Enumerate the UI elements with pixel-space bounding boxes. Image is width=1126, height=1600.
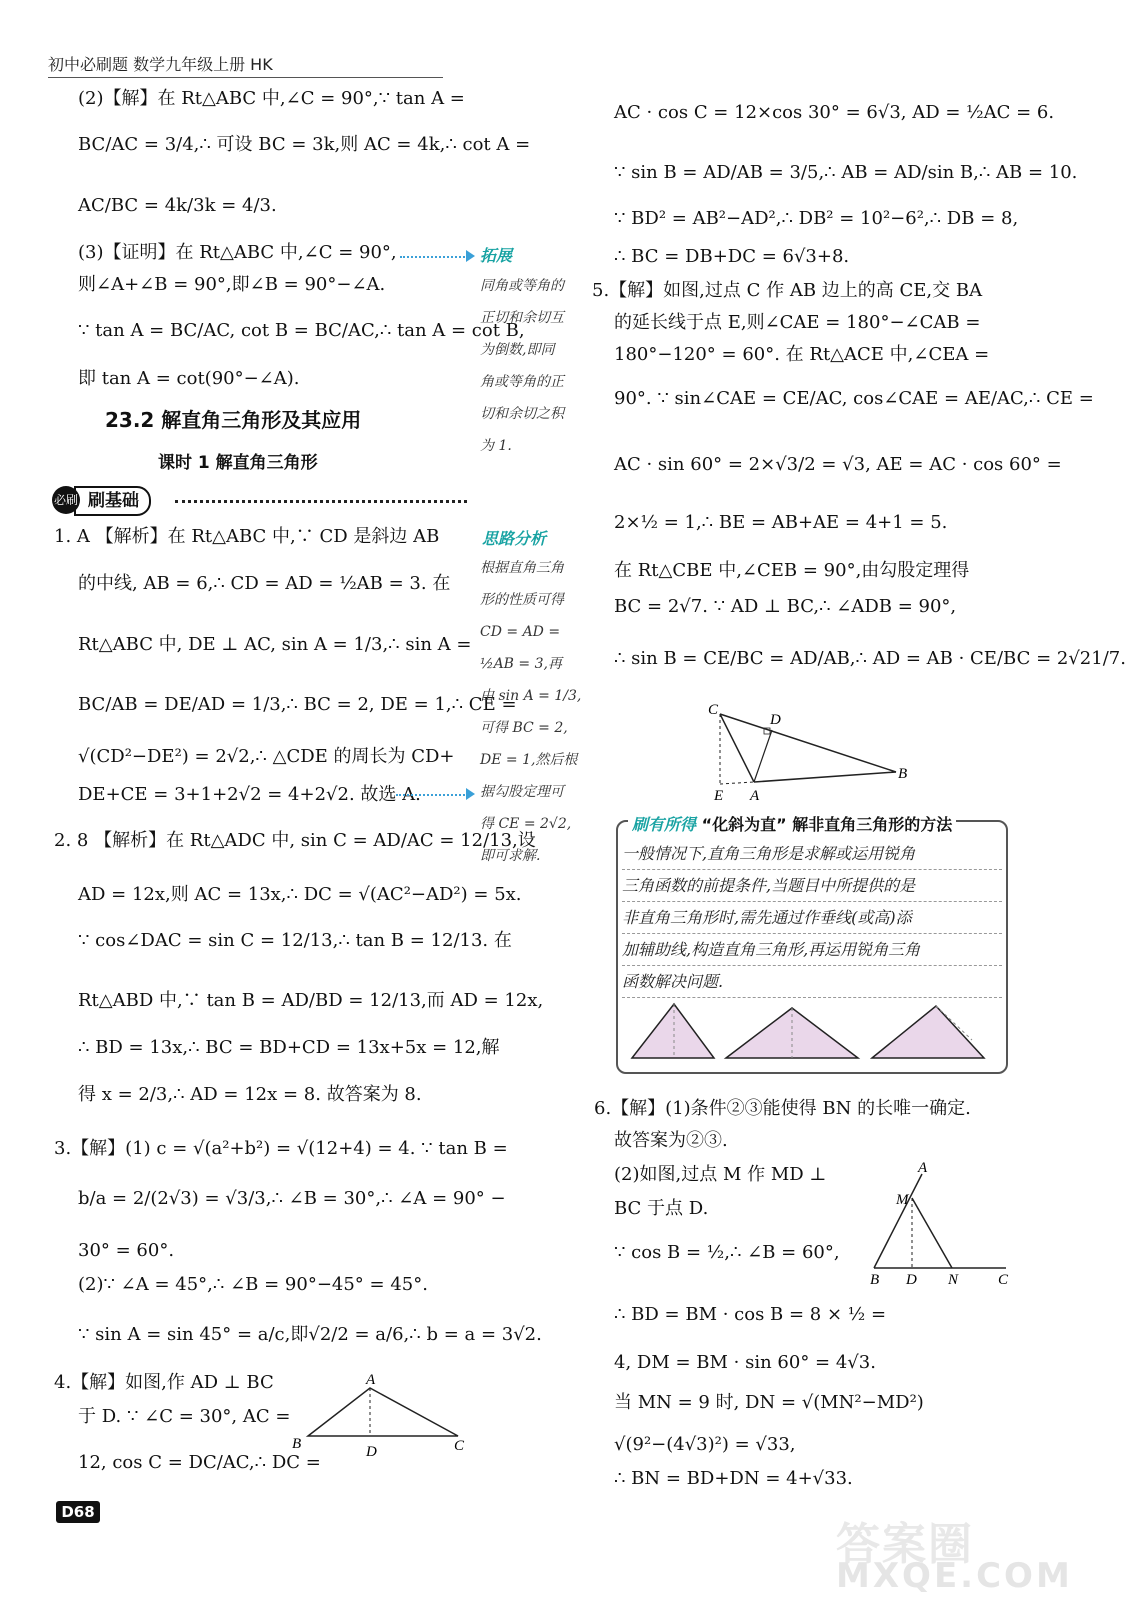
q6-line9: √(9²−(4√3)²) = √33, bbox=[614, 1434, 796, 1455]
q5-line9: ∴ sin B = CE/BC = AD/AB,∴ AD = AB · CE/BC = 2√21/7. bbox=[614, 648, 1126, 669]
q5-line3: 180°−120° = 60°. 在 Rt△ACE 中,∠CEA = bbox=[614, 344, 990, 365]
q4-cont-line2: ∵ sin B = AD/AB = 3/5,∴ AB = AD/sin B,∴ AB = 10. bbox=[614, 162, 1078, 183]
q6-line6: ∴ BD = BM · cos B = 8 × ½ = bbox=[614, 1304, 887, 1325]
q5-line5: AC · sin 60° = 2×√3/2 = √3, AE = AC · cos 60° = bbox=[614, 454, 1062, 475]
q-prev-part2-line2: BC/AC = 3/4,∴ 可设 BC = 3k,则 AC = 4k,∴ cot A = bbox=[78, 134, 531, 155]
q6-label-D: D bbox=[906, 1272, 917, 1288]
q5-extension-EA bbox=[720, 782, 754, 784]
q5-altitude-AD bbox=[754, 730, 772, 782]
q3-line5: ∵ sin A = sin 45° = a/c,即√2/2 = a/6,∴ b = a = 3√2. bbox=[78, 1324, 542, 1345]
method-summary-triangles bbox=[626, 1000, 996, 1064]
method-summary-line: 函数解决问题. bbox=[622, 966, 1002, 998]
q4-line3: 12, cos C = DC/AC,∴ DC = bbox=[78, 1452, 321, 1473]
side1-line: 为倒数,即同 bbox=[480, 342, 555, 358]
q3-line3: 30° = 60°. bbox=[78, 1240, 175, 1261]
side2-title: 思路分析 bbox=[482, 529, 547, 548]
summary-triangle-3 bbox=[872, 1006, 984, 1058]
q-prev-part3-line1: (3)【证明】在 Rt△ABC 中,∠C = 90°, bbox=[78, 242, 397, 263]
q2-line4: Rt△ABD 中,∵ tan B = AD/BD = 12/13,而 AD = 12x, bbox=[78, 990, 544, 1011]
q2-line3: ∵ cos∠DAC = sin C = 12/13,∴ tan B = 12/13. 在 bbox=[78, 930, 512, 951]
q4-triangle bbox=[308, 1388, 458, 1436]
q6-label-A: A bbox=[918, 1160, 928, 1176]
running-header: 初中必刷题 数学九年级上册 HK bbox=[48, 55, 273, 74]
q5-line1: 5.【解】如图,过点 C 作 AB 边上的高 CE,交 BA bbox=[592, 280, 983, 301]
q6-line7: 4, DM = BM · sin 60° = 4√3. bbox=[614, 1352, 876, 1373]
method-summary-line: 加辅助线,构造直角三角形,再运用锐角三角 bbox=[622, 934, 1002, 966]
q5-line2: 的延长线于点 E,则∠CAE = 180°−∠CAB = bbox=[614, 312, 981, 333]
q1-line5: √(CD²−DE²) = 2√2,∴ △CDE 的周长为 CD+ bbox=[78, 746, 455, 767]
q1-line1: 1. A 【解析】在 Rt△ABC 中,∵ CD 是斜边 AB bbox=[54, 526, 440, 547]
q4-cont-line3: ∵ BD² = AB²−AD²,∴ DB² = 10²−6²,∴ DB = 8, bbox=[614, 208, 1019, 229]
q4-label-C: C bbox=[454, 1438, 465, 1454]
q5-side-AB bbox=[754, 772, 896, 782]
q6-label-B: B bbox=[870, 1272, 880, 1288]
q3-line4: (2)∵ ∠A = 45°,∴ ∠B = 90°−45° = 45°. bbox=[78, 1274, 428, 1295]
q4-cont-line1: AC · cos C = 12×cos 30° = 6√3, AD = ½AC = 6. bbox=[614, 102, 1055, 123]
method-summary-heading bbox=[628, 812, 956, 835]
q5-triangle-figure bbox=[700, 700, 920, 810]
q6-line4: BC 于点 D. bbox=[614, 1198, 709, 1219]
q5-side-CB bbox=[720, 714, 896, 772]
lesson-title: 课时 1 解直角三角形 bbox=[158, 453, 318, 473]
side2-arrow-head bbox=[466, 788, 475, 800]
side2-line: ½AB = 3,再 bbox=[480, 656, 562, 672]
q4-label-A: A bbox=[366, 1372, 376, 1388]
side1-line: 正切和余切互 bbox=[480, 310, 564, 326]
q6-ray-BA bbox=[874, 1174, 922, 1268]
q5-label-C: C bbox=[708, 702, 719, 718]
section-title: 23.2 解直角三角形及其应用 bbox=[105, 408, 362, 432]
side2-note bbox=[480, 552, 581, 872]
q2-line1: 2. 8 【解析】在 Rt△ADC 中, sin C = AD/AC = 12/13,设 bbox=[54, 830, 536, 851]
watermark-logo: 答案圈 bbox=[836, 1519, 974, 1570]
q4-label-B: B bbox=[292, 1436, 302, 1452]
q6-line5: ∵ cos B = ½,∴ ∠B = 60°, bbox=[614, 1242, 840, 1263]
side2-line: DE = 1,然后根 bbox=[480, 752, 578, 768]
q-prev-part3-line4: 即 tan A = cot(90°−∠A). bbox=[78, 368, 300, 389]
q6-line3: (2)如图,过点 M 作 MD ⊥ bbox=[614, 1164, 827, 1185]
q6-label-C: C bbox=[998, 1272, 1009, 1288]
q-prev-part2-line3: AC/BC = 4k/3k = 4/3. bbox=[78, 195, 277, 216]
q4-label-D: D bbox=[366, 1444, 377, 1460]
q5-line8: BC = 2√7. ∵ AD ⊥ BC,∴ ∠ADB = 90°, bbox=[614, 596, 957, 617]
q2-line2: AD = 12x,则 AC = 13x,∴ DC = √(AC²−AD²) = 5x. bbox=[78, 884, 522, 905]
side1-line: 切和余切之积 bbox=[480, 406, 564, 422]
q5-line4: 90°. ∵ sin∠CAE = CE/AC, cos∠CAE = AE/AC,∴ CE = bbox=[614, 388, 1094, 409]
q6-triangle-figure bbox=[866, 1160, 1016, 1290]
q4-line1: 4.【解】如图,作 AD ⊥ BC bbox=[54, 1372, 274, 1393]
basics-divider bbox=[175, 500, 467, 503]
q5-label-A: A bbox=[750, 788, 760, 804]
q2-line5: ∴ BD = 13x,∴ BC = BD+CD = 13x+5x = 12,解 bbox=[78, 1037, 500, 1058]
method-summary-line: 一般情况下,直角三角形是求解或运用锐角 bbox=[622, 838, 1002, 870]
q5-label-D: D bbox=[770, 712, 781, 728]
side1-line: 同角或等角的 bbox=[480, 278, 564, 294]
page-number: D68 bbox=[56, 1501, 100, 1523]
method-summary-tag: 刷有所得 bbox=[632, 815, 697, 834]
q4-cont-line4: ∴ BC = DB+DC = 6√3+8. bbox=[614, 246, 850, 267]
side1-line: 为 1. bbox=[480, 438, 512, 454]
side2-arrow-line bbox=[396, 794, 468, 796]
badge-icon: 必刷 bbox=[52, 486, 80, 514]
side2-line: 据勾股定理可 bbox=[480, 784, 564, 800]
q6-line8: 当 MN = 9 时, DN = √(MN²−MD²) bbox=[614, 1392, 924, 1413]
basics-label: 刷基础 bbox=[74, 486, 151, 516]
method-summary-title: “化斜为直” 解非直角三角形的方法 bbox=[701, 815, 953, 834]
q2-line6: 得 x = 2/3,∴ AD = 12x = 8. 故答案为 8. bbox=[78, 1084, 422, 1105]
q6-segment-MN bbox=[912, 1198, 952, 1268]
q-prev-part3-line3: ∵ tan A = BC/AC, cot B = BC/AC,∴ tan A = cot B, bbox=[78, 320, 525, 341]
q6-line2: 故答案为②③. bbox=[614, 1130, 728, 1151]
q6-label-M: M bbox=[896, 1192, 909, 1208]
q6-label-N: N bbox=[948, 1272, 959, 1288]
method-summary-line: 非直角三角形时,需先通过作垂线(或高)添 bbox=[622, 902, 1002, 934]
method-summary-line: 三角函数的前提条件,当题目中所提供的是 bbox=[622, 870, 1002, 902]
q-prev-part3-line2: 则∠A+∠B = 90°,即∠B = 90°−∠A. bbox=[78, 274, 386, 295]
side1-line: 角或等角的正 bbox=[480, 374, 564, 390]
q4-triangle-figure bbox=[288, 1372, 478, 1462]
side2-line: 形的性质可得 bbox=[480, 592, 564, 608]
side2-line: 由 sin A = 1/3, bbox=[480, 688, 582, 704]
side2-line: 可得 BC = 2, bbox=[480, 720, 568, 736]
header-rule bbox=[48, 77, 443, 78]
method-summary-text bbox=[622, 838, 1002, 998]
q5-label-E: E bbox=[714, 788, 724, 804]
q1-line2: 的中线, AB = 6,∴ CD = AD = ½AB = 3. 在 bbox=[78, 573, 451, 594]
side2-line: 得 CE = 2√2, bbox=[480, 816, 572, 832]
side1-arrow-line bbox=[400, 256, 468, 258]
q3-line2: b/a = 2/(2√3) = √3/3,∴ ∠B = 30°,∴ ∠A = 90° − bbox=[78, 1188, 506, 1209]
basics-badge bbox=[52, 486, 170, 514]
watermark-url: MXQE.COM bbox=[836, 1556, 1073, 1596]
side1-title: 拓展 bbox=[480, 246, 513, 265]
q4-line2: 于 D. ∵ ∠C = 30°, AC = bbox=[78, 1406, 291, 1427]
q5-label-B: B bbox=[898, 766, 908, 782]
q5-line7: 在 Rt△CBE 中,∠CEB = 90°,由勾股定理得 bbox=[614, 560, 970, 581]
q3-line1: 3.【解】(1) c = √(a²+b²) = √(12+4) = 4. ∵ tan B = bbox=[54, 1138, 508, 1159]
q6-line1: 6.【解】(1)条件②③能使得 BN 的长唯一确定. bbox=[594, 1098, 971, 1119]
side1-arrow-head bbox=[466, 250, 475, 262]
q-prev-part2-line1: (2)【解】在 Rt△ABC 中,∠C = 90°,∵ tan A = bbox=[78, 88, 465, 109]
q5-line6: 2×½ = 1,∴ BE = AB+AE = 4+1 = 5. bbox=[614, 512, 948, 533]
side2-line: 根据直角三角 bbox=[480, 560, 564, 576]
side2-line: CD = AD = bbox=[480, 624, 561, 640]
q1-line3: Rt△ABC 中, DE ⊥ AC, sin A = 1/3,∴ sin A = bbox=[78, 634, 472, 655]
side2-line: 即可求解. bbox=[480, 848, 541, 864]
q1-line6: DE+CE = 3+1+2√2 = 4+2√2. 故选 A. bbox=[78, 784, 421, 805]
side1-note bbox=[480, 270, 564, 462]
q1-line4: BC/AB = DE/AD = 1/3,∴ BC = 2, DE = 1,∴ CE = bbox=[78, 694, 517, 715]
summary-triangle-1 bbox=[632, 1004, 714, 1058]
q6-line10: ∴ BN = BD+DN = 4+√33. bbox=[614, 1468, 853, 1489]
